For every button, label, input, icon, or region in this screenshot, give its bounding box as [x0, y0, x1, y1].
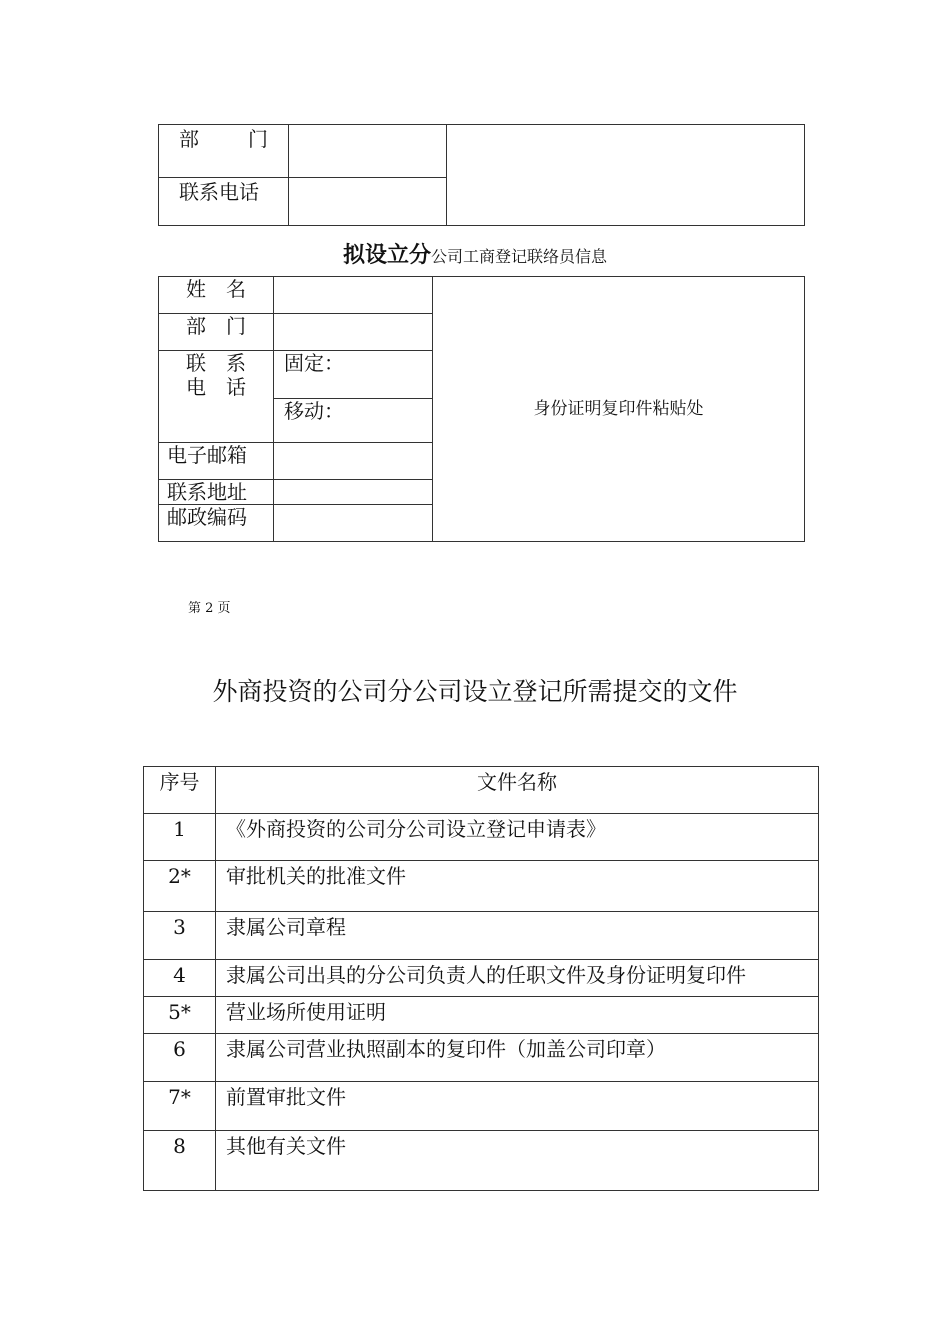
header-name: 文件名称	[216, 767, 819, 814]
header-no: 序号	[144, 767, 216, 814]
required-documents-table	[143, 766, 819, 1191]
email-value-cell[interactable]	[274, 443, 433, 480]
row-no: 5*	[144, 997, 216, 1034]
fixed-phone-field[interactable]: 固定：	[274, 351, 433, 399]
row-no: 3	[144, 912, 216, 960]
address-value-cell[interactable]	[274, 480, 433, 505]
contact-phone-label	[159, 351, 274, 443]
row-no: 2*	[144, 861, 216, 912]
dept-label-char: 门	[226, 314, 246, 338]
row-no: 4	[144, 960, 216, 997]
table-row	[144, 912, 819, 960]
row-no: 7*	[144, 1082, 216, 1131]
contact-label-char: 电	[186, 375, 206, 399]
department-label	[159, 125, 289, 178]
table-row	[144, 1131, 819, 1191]
name-label-char: 姓	[186, 277, 206, 301]
contact-label-char: 联	[186, 351, 206, 375]
liaison-info-table	[158, 276, 805, 542]
row-name: 其他有关文件	[216, 1131, 819, 1191]
row-name: 隶属公司营业执照副本的复印件（加盖公司印章）	[216, 1034, 819, 1082]
table-row	[144, 861, 819, 912]
id-copy-paste-area: 身份证明复印件粘贴处	[433, 277, 805, 542]
table-row	[144, 1082, 819, 1131]
row-name: 前置审批文件	[216, 1082, 819, 1131]
name-label	[159, 277, 274, 314]
liaison-title-rest: 公司工商登记联络员信息	[431, 247, 608, 266]
department-contact-table	[158, 124, 805, 226]
contact-label-char: 话	[226, 375, 246, 399]
row-name: 营业场所使用证明	[216, 997, 819, 1034]
row-name: 《外商投资的公司分公司设立登记申请表》	[216, 814, 819, 861]
blank-cell	[447, 125, 805, 226]
phone-label: 联系电话	[159, 178, 289, 226]
table-row	[144, 1034, 819, 1082]
dept-label	[159, 314, 274, 351]
name-value-cell[interactable]	[274, 277, 433, 314]
dept-value-cell[interactable]	[274, 314, 433, 351]
phone-value-cell[interactable]	[289, 178, 447, 226]
postcode-value-cell[interactable]	[274, 505, 433, 542]
row-name: 隶属公司章程	[216, 912, 819, 960]
row-no: 1	[144, 814, 216, 861]
department-label-char: 部	[179, 127, 199, 151]
documents-title: 外商投资的公司分公司设立登记所需提交的文件	[212, 677, 738, 706]
department-value-cell[interactable]	[289, 125, 447, 178]
department-label-char: 门	[248, 127, 268, 151]
email-label: 电子邮箱	[159, 443, 274, 480]
row-name: 隶属公司出具的分公司负责人的任职文件及身份证明复印件	[216, 960, 819, 997]
liaison-section-title	[0, 238, 950, 269]
table-row	[144, 814, 819, 861]
mobile-phone-field[interactable]: 移动：	[274, 399, 433, 443]
name-label-char: 名	[226, 277, 246, 301]
table-row	[144, 960, 819, 997]
row-name: 审批机关的批准文件	[216, 861, 819, 912]
page-number: 第 2 页	[188, 601, 231, 616]
dept-label-char: 部	[186, 314, 206, 338]
row-no: 6	[144, 1034, 216, 1082]
contact-label-char: 系	[226, 351, 246, 375]
row-no: 8	[144, 1131, 216, 1191]
table-row	[144, 997, 819, 1034]
address-label: 联系地址	[159, 480, 274, 505]
postcode-label: 邮政编码	[159, 505, 274, 542]
liaison-title-bold: 拟设立分	[342, 243, 431, 268]
